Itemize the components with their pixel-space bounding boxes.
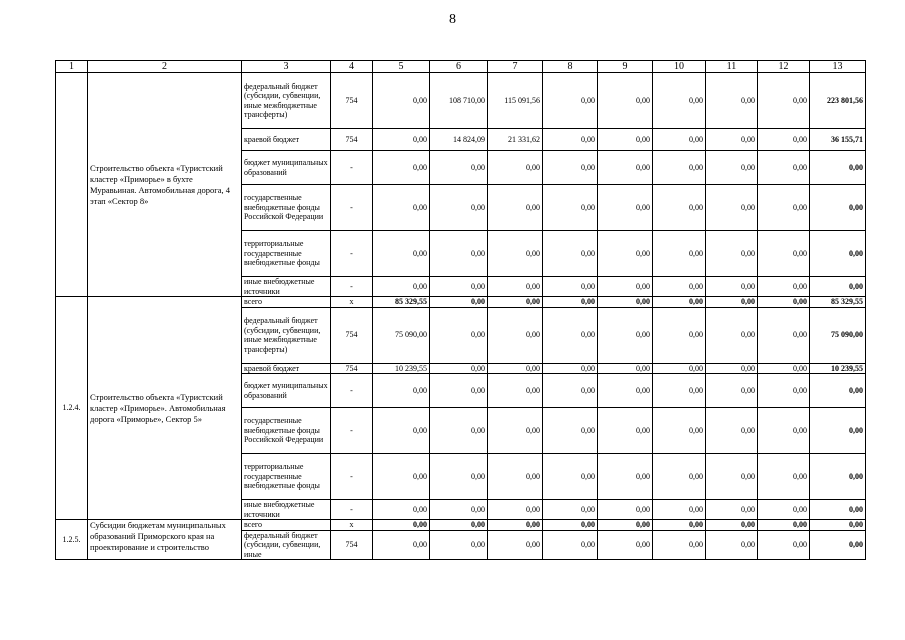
value-cell: 0,00	[488, 151, 543, 185]
value-cell: 0,00	[373, 454, 430, 500]
value-cell: 0,00	[653, 151, 706, 185]
value-cell: 0,00	[488, 454, 543, 500]
value-cell: 0,00	[653, 520, 706, 531]
value-cell: 0,00	[810, 454, 866, 500]
value-cell: 0,00	[373, 231, 430, 277]
value-cell: 0,00	[543, 520, 598, 531]
kbk-cell: -	[331, 231, 373, 277]
header-cell-10: 10	[653, 61, 706, 73]
value-cell: 0,00	[706, 151, 758, 185]
value-cell: 0,00	[653, 185, 706, 231]
value-cell: 0,00	[758, 129, 810, 151]
object-name: Строительство объекта «Туристский кластер «Приморье». Автомобильная дорога «Приморье», Сектор 5»	[88, 297, 242, 520]
value-cell: 0,00	[373, 520, 430, 531]
table-row	[56, 73, 866, 129]
value-cell: 115 091,56	[488, 73, 543, 129]
header-cell-9: 9	[598, 61, 653, 73]
value-cell: 0,00	[430, 363, 488, 374]
budget-table	[55, 60, 866, 560]
row-code	[56, 73, 88, 297]
value-cell: 0,00	[598, 185, 653, 231]
kbk-cell: 754	[331, 73, 373, 129]
kbk-cell: x	[331, 520, 373, 531]
value-cell: 0,00	[653, 231, 706, 277]
table-body	[56, 61, 866, 560]
value-cell: 0,00	[653, 374, 706, 408]
value-cell: 0,00	[598, 363, 653, 374]
object-name: Строительство объекта «Туристский кластер «Приморье» в бухте Муравьиная. Автомобильная дорога, 4 этап «Сектор 8»	[88, 73, 242, 297]
value-cell: 0,00	[543, 151, 598, 185]
value-cell: 0,00	[373, 129, 430, 151]
value-cell: 0,00	[598, 374, 653, 408]
value-cell: 0,00	[653, 277, 706, 297]
page-number: 8	[449, 12, 456, 27]
header-cell-11: 11	[706, 61, 758, 73]
value-cell: 75 090,00	[810, 307, 866, 363]
kbk-cell: -	[331, 408, 373, 454]
value-cell: 0,00	[758, 530, 810, 560]
header-cell-4: 4	[331, 61, 373, 73]
value-cell: 0,00	[810, 408, 866, 454]
funding-source: территориальные государственные внебюджетные фонды	[242, 231, 331, 277]
value-cell: 223 801,56	[810, 73, 866, 129]
value-cell: 0,00	[543, 231, 598, 277]
value-cell: 0,00	[706, 185, 758, 231]
value-cell: 0,00	[810, 185, 866, 231]
kbk-cell: -	[331, 500, 373, 520]
value-cell: 0,00	[810, 374, 866, 408]
header-row	[56, 61, 866, 73]
value-cell: 0,00	[430, 500, 488, 520]
kbk-cell: x	[331, 297, 373, 308]
value-cell: 0,00	[598, 530, 653, 560]
value-cell: 0,00	[543, 454, 598, 500]
value-cell: 21 331,62	[488, 129, 543, 151]
value-cell: 0,00	[706, 374, 758, 408]
value-cell: 0,00	[543, 363, 598, 374]
row-code: 1.2.5.	[56, 520, 88, 560]
value-cell: 0,00	[653, 307, 706, 363]
value-cell: 0,00	[598, 454, 653, 500]
header-cell-5: 5	[373, 61, 430, 73]
value-cell: 0,00	[488, 530, 543, 560]
value-cell: 0,00	[706, 129, 758, 151]
kbk-cell: 754	[331, 129, 373, 151]
value-cell: 0,00	[706, 454, 758, 500]
value-cell: 85 329,55	[810, 297, 866, 308]
value-cell: 0,00	[758, 277, 810, 297]
funding-source: федеральный бюджет (субсидии, субвенции, иные межбюджетные трансферты)	[242, 73, 331, 129]
value-cell: 0,00	[758, 408, 810, 454]
value-cell: 0,00	[543, 73, 598, 129]
value-cell: 0,00	[430, 151, 488, 185]
value-cell: 0,00	[598, 307, 653, 363]
value-cell: 0,00	[758, 307, 810, 363]
value-cell: 0,00	[430, 307, 488, 363]
value-cell: 0,00	[598, 73, 653, 129]
value-cell: 0,00	[373, 500, 430, 520]
value-cell: 75 090,00	[373, 307, 430, 363]
value-cell: 0,00	[430, 520, 488, 531]
value-cell: 0,00	[706, 408, 758, 454]
value-cell: 0,00	[488, 408, 543, 454]
value-cell: 0,00	[430, 185, 488, 231]
header-cell-12: 12	[758, 61, 810, 73]
value-cell: 0,00	[373, 73, 430, 129]
value-cell: 0,00	[543, 277, 598, 297]
funding-source: иные внебюджетные источники	[242, 277, 331, 297]
funding-source: бюджет муниципальных образований	[242, 151, 331, 185]
value-cell: 0,00	[706, 231, 758, 277]
funding-source: территориальные государственные внебюджетные фонды	[242, 454, 331, 500]
value-cell: 0,00	[598, 129, 653, 151]
value-cell: 0,00	[653, 500, 706, 520]
value-cell: 36 155,71	[810, 129, 866, 151]
value-cell: 0,00	[653, 73, 706, 129]
value-cell: 0,00	[706, 297, 758, 308]
value-cell: 0,00	[810, 151, 866, 185]
value-cell: 0,00	[706, 73, 758, 129]
table-row	[56, 520, 866, 531]
value-cell: 0,00	[430, 231, 488, 277]
value-cell: 0,00	[653, 454, 706, 500]
value-cell: 0,00	[598, 408, 653, 454]
value-cell: 0,00	[373, 530, 430, 560]
value-cell: 0,00	[706, 363, 758, 374]
value-cell: 0,00	[810, 530, 866, 560]
value-cell: 0,00	[653, 408, 706, 454]
value-cell: 0,00	[653, 129, 706, 151]
value-cell: 0,00	[810, 520, 866, 531]
header-cell-1: 1	[56, 61, 88, 73]
value-cell: 0,00	[373, 277, 430, 297]
kbk-cell: -	[331, 185, 373, 231]
value-cell: 0,00	[373, 151, 430, 185]
value-cell: 85 329,55	[373, 297, 430, 308]
row-code: 1.2.4.	[56, 297, 88, 520]
kbk-cell: 754	[331, 530, 373, 560]
value-cell: 0,00	[758, 73, 810, 129]
value-cell: 0,00	[758, 500, 810, 520]
header-cell-8: 8	[543, 61, 598, 73]
value-cell: 0,00	[598, 500, 653, 520]
object-name: Субсидии бюджетам муниципальных образований Приморского края на проектирование и строительство	[88, 520, 242, 560]
value-cell: 0,00	[653, 297, 706, 308]
value-cell: 0,00	[598, 520, 653, 531]
value-cell: 0,00	[488, 185, 543, 231]
header-cell-2: 2	[88, 61, 242, 73]
value-cell: 0,00	[653, 363, 706, 374]
value-cell: 0,00	[430, 408, 488, 454]
value-cell: 0,00	[543, 408, 598, 454]
funding-source: государственные внебюджетные фонды Российской Федерации	[242, 408, 331, 454]
value-cell: 0,00	[706, 500, 758, 520]
value-cell: 0,00	[543, 530, 598, 560]
value-cell: 0,00	[543, 500, 598, 520]
value-cell: 10 239,55	[373, 363, 430, 374]
value-cell: 0,00	[758, 151, 810, 185]
value-cell: 0,00	[430, 530, 488, 560]
value-cell: 10 239,55	[810, 363, 866, 374]
funding-source: бюджет муниципальных образований	[242, 374, 331, 408]
value-cell: 0,00	[488, 297, 543, 308]
funding-source: краевой бюджет	[242, 129, 331, 151]
value-cell: 0,00	[488, 500, 543, 520]
value-cell: 0,00	[543, 129, 598, 151]
funding-source: краевой бюджет	[242, 363, 331, 374]
value-cell: 0,00	[810, 500, 866, 520]
funding-source: государственные внебюджетные фонды Российской Федерации	[242, 185, 331, 231]
value-cell: 0,00	[598, 231, 653, 277]
value-cell: 0,00	[373, 408, 430, 454]
value-cell: 0,00	[598, 151, 653, 185]
value-cell: 0,00	[653, 530, 706, 560]
value-cell: 0,00	[488, 307, 543, 363]
value-cell: 0,00	[758, 185, 810, 231]
value-cell: 0,00	[543, 185, 598, 231]
value-cell: 0,00	[810, 277, 866, 297]
value-cell: 0,00	[810, 231, 866, 277]
funding-source: всего	[242, 520, 331, 531]
value-cell: 0,00	[758, 454, 810, 500]
value-cell: 0,00	[758, 297, 810, 308]
value-cell: 0,00	[488, 231, 543, 277]
value-cell: 0,00	[373, 374, 430, 408]
value-cell: 0,00	[706, 520, 758, 531]
kbk-cell: -	[331, 151, 373, 185]
kbk-cell: -	[331, 454, 373, 500]
value-cell: 0,00	[706, 277, 758, 297]
value-cell: 0,00	[758, 231, 810, 277]
kbk-cell: 754	[331, 363, 373, 374]
value-cell: 0,00	[543, 374, 598, 408]
value-cell: 0,00	[430, 277, 488, 297]
header-cell-13: 13	[810, 61, 866, 73]
value-cell: 0,00	[430, 374, 488, 408]
funding-source: федеральный бюджет (субсидии, субвенции, иные	[242, 530, 331, 560]
kbk-cell: 754	[331, 307, 373, 363]
value-cell: 0,00	[543, 307, 598, 363]
funding-source: федеральный бюджет (субсидии, субвенции, иные межбюджетные трансферты)	[242, 307, 331, 363]
value-cell: 0,00	[758, 363, 810, 374]
table-row	[56, 297, 866, 308]
funding-source: иные внебюджетные источники	[242, 500, 331, 520]
value-cell: 0,00	[488, 363, 543, 374]
value-cell: 108 710,00	[430, 73, 488, 129]
funding-source: всего	[242, 297, 331, 308]
value-cell: 0,00	[598, 297, 653, 308]
value-cell: 14 824,09	[430, 129, 488, 151]
value-cell: 0,00	[706, 530, 758, 560]
value-cell: 0,00	[430, 454, 488, 500]
header-cell-3: 3	[242, 61, 331, 73]
value-cell: 0,00	[488, 277, 543, 297]
value-cell: 0,00	[373, 185, 430, 231]
header-cell-6: 6	[430, 61, 488, 73]
value-cell: 0,00	[706, 307, 758, 363]
kbk-cell: -	[331, 374, 373, 408]
value-cell: 0,00	[598, 277, 653, 297]
value-cell: 0,00	[488, 520, 543, 531]
value-cell: 0,00	[430, 297, 488, 308]
kbk-cell: -	[331, 277, 373, 297]
value-cell: 0,00	[543, 297, 598, 308]
header-cell-7: 7	[488, 61, 543, 73]
value-cell: 0,00	[488, 374, 543, 408]
value-cell: 0,00	[758, 374, 810, 408]
value-cell: 0,00	[758, 520, 810, 531]
